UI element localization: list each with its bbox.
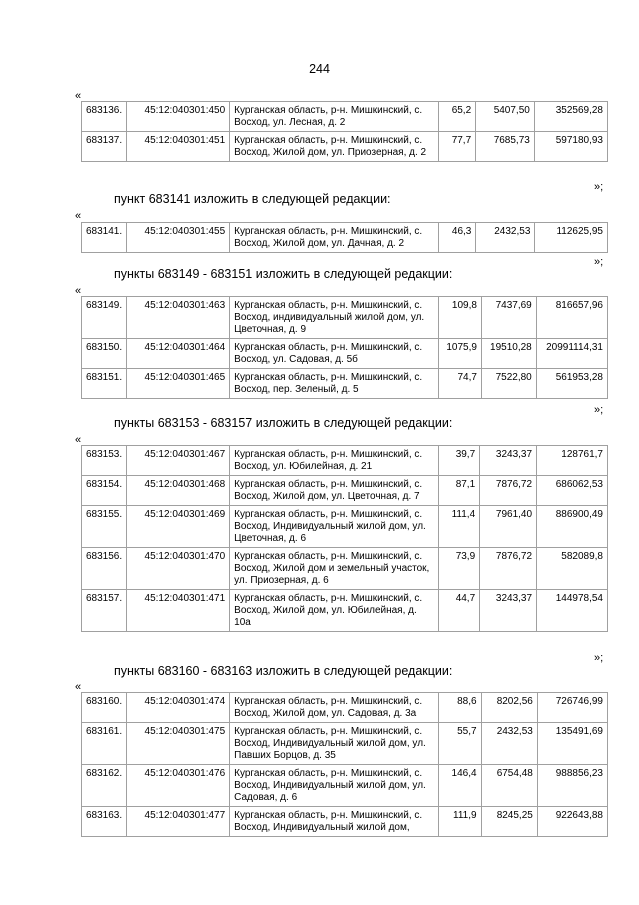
address-cell: Курганская область, р-н. Мишкинский, с. Восход, Жилой дом, ул. Цветочная, д. 7 [230,476,439,506]
cadastral-number-cell: 45:12:040301:469 [127,506,230,548]
address-cell: Курганская область, р-н. Мишкинский, с. Восход, Индивидуальный жилой дом, ул. Павших Борцов, д. 35 [230,723,439,765]
row-number-cell: 683154. [82,476,127,506]
unit-cost-cell: 19510,28 [481,339,536,369]
cadastral-number-cell: 45:12:040301:455 [127,223,230,253]
page-number: 244 [309,62,330,76]
address-cell: Курганская область, р-н. Мишкинский, с. Восход, ул. Юбилейная, д. 21 [230,446,439,476]
table-row [82,476,608,506]
cadastral-number-cell: 45:12:040301:467 [127,446,230,476]
cadastral-cost-cell: 352569,28 [534,102,607,132]
table-row [82,506,608,548]
area-cell: 146,4 [439,765,481,807]
quote-close: »; [594,404,604,416]
table-row [82,102,608,132]
cadastral-number-cell: 45:12:040301:477 [127,807,230,837]
row-number-cell: 683149. [82,297,127,339]
area-cell: 44,7 [439,590,480,632]
row-number-cell: 683151. [82,369,127,399]
area-cell: 39,7 [439,446,480,476]
address-cell: Курганская область, р-н. Мишкинский, с. Восход, Индивидуальный жилой дом, ул. Цветочная, д. 6 [230,506,439,548]
instruction-4: пункты 683160 - 683163 изложить в следующей редакции: [114,664,453,678]
area-cell: 55,7 [439,723,481,765]
row-number-cell: 683161. [82,723,127,765]
address-cell: Курганская область, р-н. Мишкинский, с. Восход, Жилой дом, ул. Приозерная, д. 2 [230,132,439,162]
unit-cost-cell: 3243,37 [480,590,537,632]
row-number-cell: 683137. [82,132,127,162]
area-cell: 46,3 [439,223,476,253]
row-number-cell: 683157. [82,590,127,632]
instruction-2: пункты 683149 - 683151 изложить в следующей редакции: [114,267,453,281]
cadastral-cost-cell: 597180,93 [534,132,607,162]
table-row [82,723,608,765]
cadastral-cost-cell: 988856,23 [537,765,607,807]
table-row [82,548,608,590]
area-cell: 87,1 [439,476,480,506]
table-row [82,297,608,339]
unit-cost-cell: 2432,53 [481,723,537,765]
area-cell: 74,7 [439,369,482,399]
table-row [82,807,608,837]
area-cell: 111,4 [439,506,480,548]
cadastral-cost-cell: 886900,49 [537,506,608,548]
unit-cost-cell: 7876,72 [480,548,537,590]
table-row [82,132,608,162]
cadastral-cost-cell: 112625,95 [535,223,608,253]
unit-cost-cell: 7437,69 [481,297,536,339]
cadastral-number-cell: 45:12:040301:475 [127,723,230,765]
cadastral-number-cell: 45:12:040301:463 [127,297,230,339]
address-cell: Курганская область, р-н. Мишкинский, с. Восход, Жилой дом, ул. Юбилейная, д. 10а [230,590,439,632]
address-cell: Курганская область, р-н. Мишкинский, с. Восход, Индивидуальный жилой дом, [230,807,439,837]
address-cell: Курганская область, р-н. Мишкинский, с. Восход, ул. Садовая, д. 5б [230,339,439,369]
row-number-cell: 683162. [82,765,127,807]
table-row [82,693,608,723]
cadastral-number-cell: 45:12:040301:450 [127,102,230,132]
quote-close: »; [594,256,604,268]
table-row [82,590,608,632]
cadastral-number-cell: 45:12:040301:464 [127,339,230,369]
cadastral-number-cell: 45:12:040301:468 [127,476,230,506]
quote-open: « [75,210,82,222]
row-number-cell: 683160. [82,693,127,723]
row-number-cell: 683155. [82,506,127,548]
table-block-1 [81,101,608,162]
unit-cost-cell: 7522,80 [481,369,536,399]
cadastral-number-cell: 45:12:040301:476 [127,765,230,807]
unit-cost-cell: 8202,56 [481,693,537,723]
table-row [82,369,608,399]
instruction-1: пункт 683141 изложить в следующей редакции: [114,192,391,206]
row-number-cell: 683153. [82,446,127,476]
cadastral-cost-cell: 582089,8 [537,548,608,590]
cadastral-cost-cell: 128761,7 [537,446,608,476]
table-block-4 [81,445,608,632]
cadastral-cost-cell: 561953,28 [536,369,607,399]
row-number-cell: 683163. [82,807,127,837]
quote-open: « [75,285,82,297]
unit-cost-cell: 7961,40 [480,506,537,548]
area-cell: 77,7 [439,132,476,162]
unit-cost-cell: 7685,73 [476,132,535,162]
area-cell: 73,9 [439,548,480,590]
cadastral-cost-cell: 726746,99 [537,693,607,723]
row-number-cell: 683150. [82,339,127,369]
quote-open: « [75,434,82,446]
table-row [82,223,608,253]
address-cell: Курганская область, р-н. Мишкинский, с. Восход, Жилой дом, ул. Дачная, д. 2 [230,223,439,253]
cadastral-number-cell: 45:12:040301:470 [127,548,230,590]
unit-cost-cell: 2432,53 [476,223,535,253]
unit-cost-cell: 5407,50 [476,102,535,132]
address-cell: Курганская область, р-н. Мишкинский, с. Восход, индивидуальный жилой дом, ул. Цветочная, д. 9 [230,297,439,339]
area-cell: 88,6 [439,693,481,723]
cadastral-number-cell: 45:12:040301:465 [127,369,230,399]
unit-cost-cell: 6754,48 [481,765,537,807]
cadastral-cost-cell: 20991114,31 [536,339,607,369]
row-number-cell: 683141. [82,223,127,253]
table-block-3 [81,296,608,399]
quote-close: »; [594,181,604,193]
address-cell: Курганская область, р-н. Мишкинский, с. Восход, Индивидуальный жилой дом, ул. Садовая, д. 6 [230,765,439,807]
cadastral-number-cell: 45:12:040301:451 [127,132,230,162]
table-block-5 [81,692,608,837]
row-number-cell: 683136. [82,102,127,132]
address-cell: Курганская область, р-н. Мишкинский, с. Восход, пер. Зеленый, д. 5 [230,369,439,399]
address-cell: Курганская область, р-н. Мишкинский, с. Восход, Жилой дом и земельный участок, ул. Приозерная, д. 6 [230,548,439,590]
quote-open: « [75,681,82,693]
table-row [82,765,608,807]
area-cell: 111,9 [439,807,481,837]
cadastral-number-cell: 45:12:040301:474 [127,693,230,723]
table-block-2 [81,222,608,253]
cadastral-cost-cell: 922643,88 [537,807,607,837]
instruction-3: пункты 683153 - 683157 изложить в следующей редакции: [114,416,453,430]
cadastral-cost-cell: 144978,54 [537,590,608,632]
unit-cost-cell: 7876,72 [480,476,537,506]
area-cell: 65,2 [439,102,476,132]
cadastral-cost-cell: 816657,96 [536,297,607,339]
table-row [82,446,608,476]
address-cell: Курганская область, р-н. Мишкинский, с. Восход, Жилой дом, ул. Садовая, д. 3а [230,693,439,723]
cadastral-number-cell: 45:12:040301:471 [127,590,230,632]
unit-cost-cell: 8245,25 [481,807,537,837]
area-cell: 109,8 [439,297,482,339]
table-row [82,339,608,369]
quote-close: »; [594,652,604,664]
unit-cost-cell: 3243,37 [480,446,537,476]
row-number-cell: 683156. [82,548,127,590]
cadastral-cost-cell: 686062,53 [537,476,608,506]
address-cell: Курганская область, р-н. Мишкинский, с. Восход, ул. Лесная, д. 2 [230,102,439,132]
area-cell: 1075,9 [439,339,482,369]
quote-open: « [75,90,82,102]
cadastral-cost-cell: 135491,69 [537,723,607,765]
